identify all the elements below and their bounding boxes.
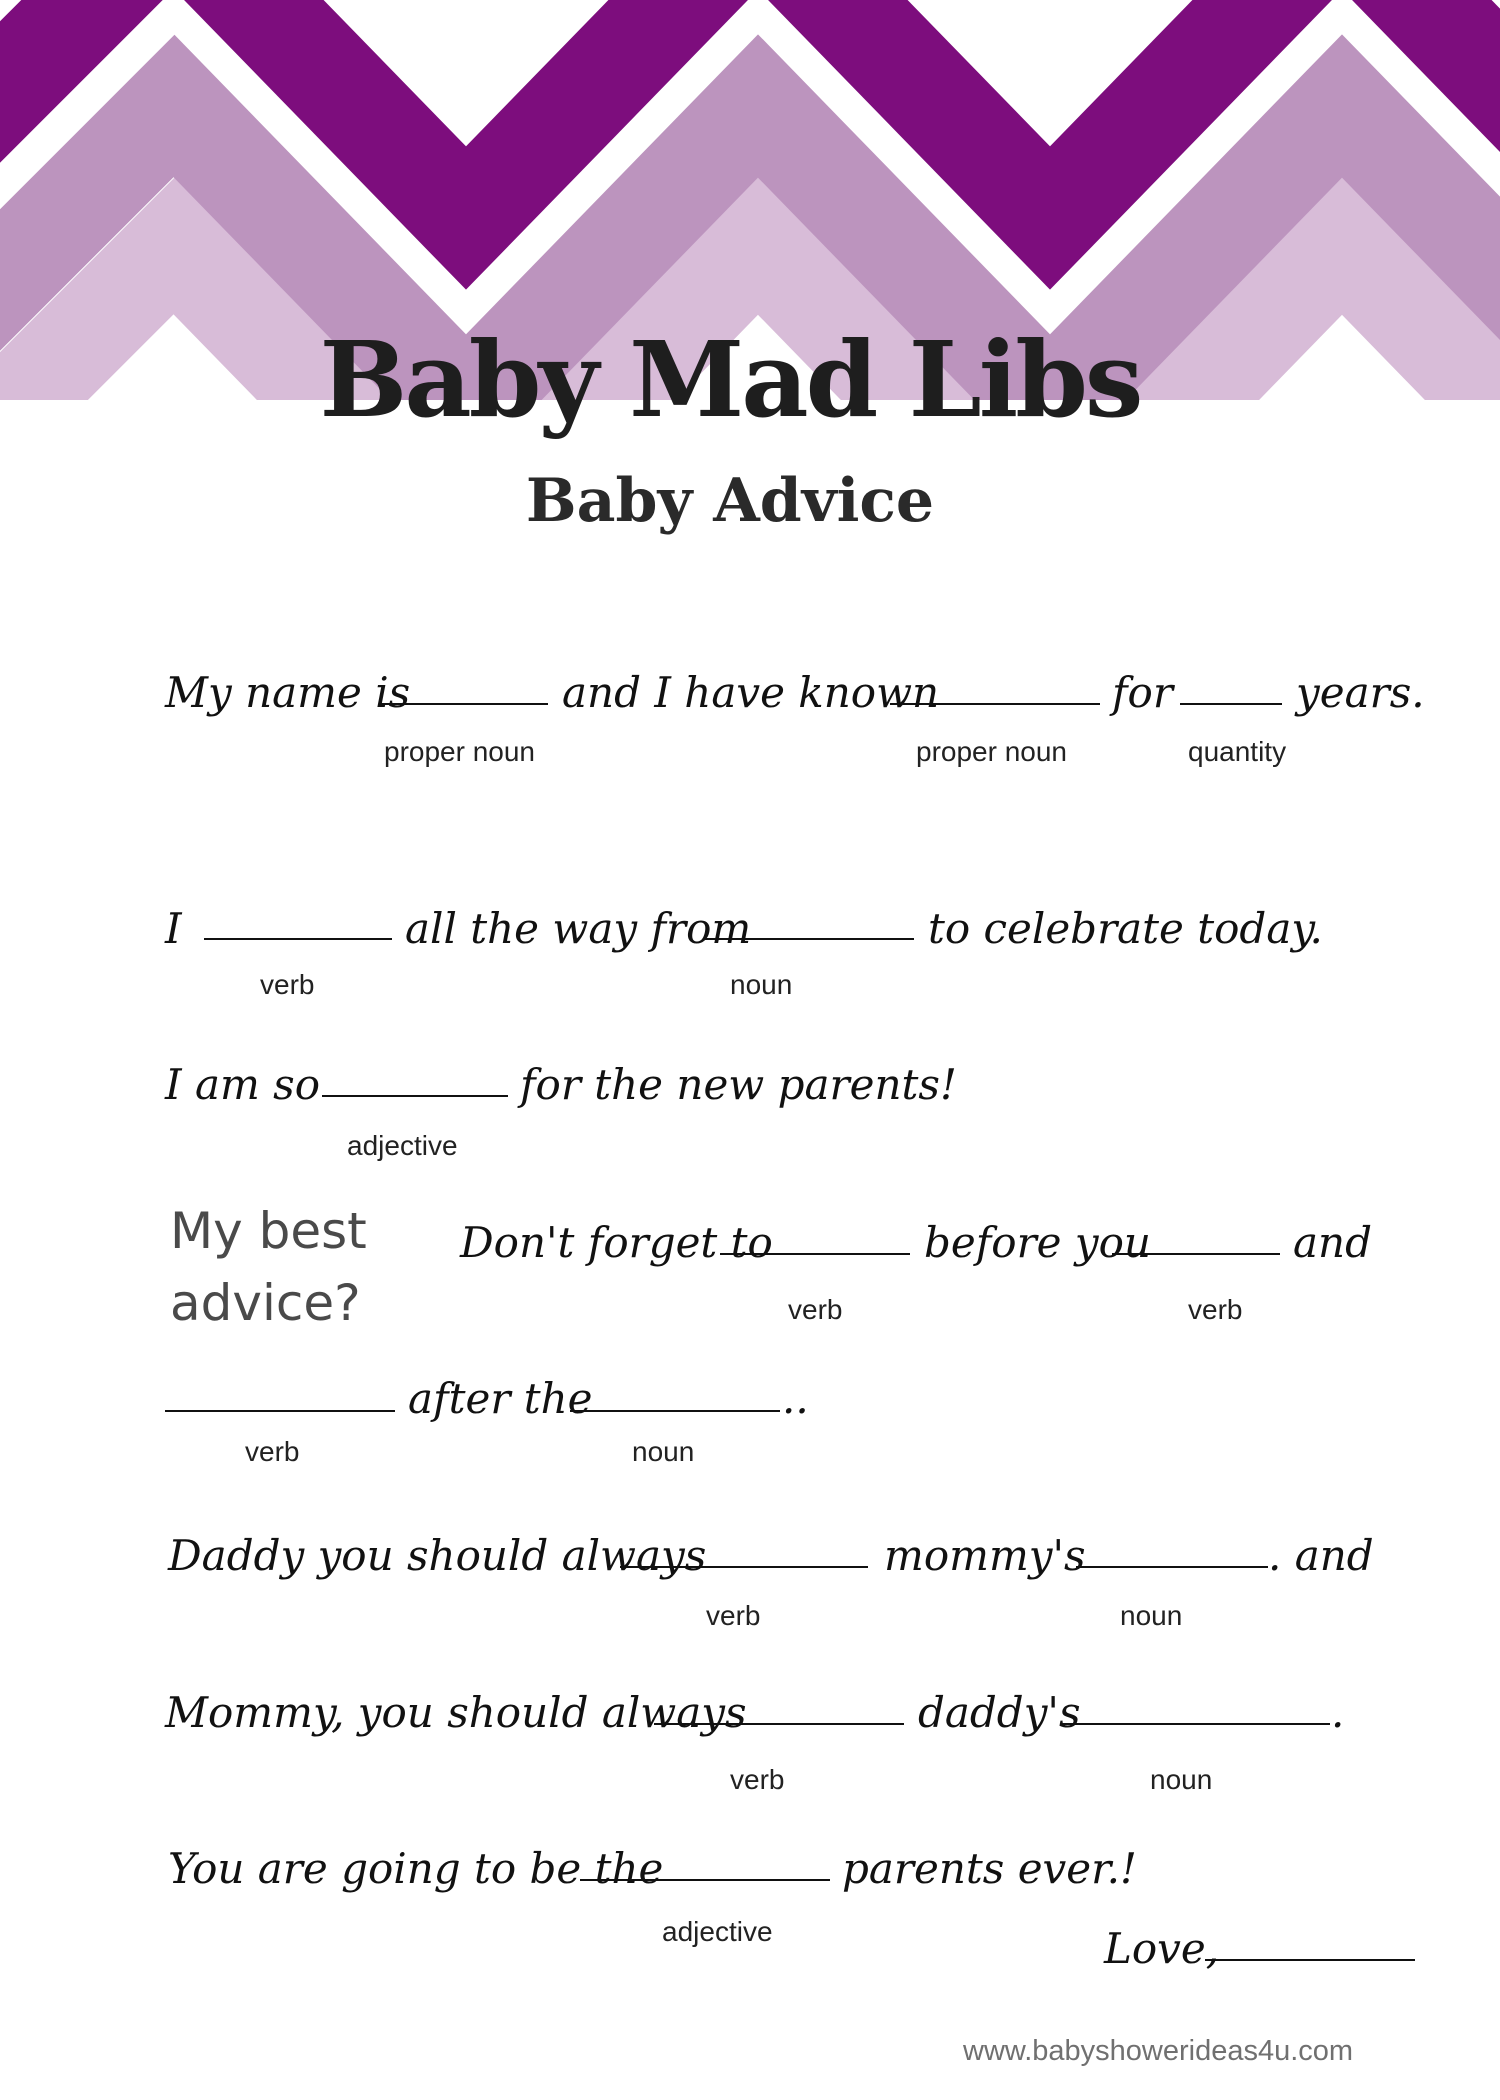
line1-label-2: proper noun	[916, 736, 1068, 767]
line1-text-1: My name is	[165, 668, 411, 717]
line8-text-1: You are going to be the	[168, 1844, 664, 1893]
line3-text-2: for the new parents!	[520, 1060, 957, 1109]
line3-label-1: adjective	[347, 1130, 458, 1161]
line6-label-1: verb	[706, 1600, 761, 1631]
line2-text-2: all the way from	[405, 904, 752, 953]
line1-label-3: quantity	[1188, 736, 1287, 767]
line8-label-1: adjective	[662, 1916, 773, 1947]
line7-label-1: verb	[730, 1764, 785, 1795]
line4-blank-1[interactable]	[720, 1253, 910, 1255]
line7-text-3: .	[1331, 1688, 1345, 1737]
line4-text-2: before you	[924, 1218, 1151, 1267]
line7-blank-1[interactable]	[654, 1723, 904, 1725]
line6-text-1: Daddy you should always	[168, 1531, 707, 1580]
line5-text-2: ..	[782, 1374, 809, 1423]
signoff-text: Love,	[1104, 1924, 1220, 1973]
line1-blank-2[interactable]	[890, 703, 1100, 705]
line2-text-3: to celebrate today.	[928, 904, 1323, 953]
line2-label-2: noun	[730, 969, 793, 1000]
page-subtitle: Baby Advice	[525, 466, 935, 536]
line1-text-4: years.	[1296, 668, 1425, 717]
line8-blank-1[interactable]	[580, 1879, 830, 1881]
signature-blank[interactable]	[1205, 1959, 1415, 1961]
line7-text-1: Mommy, you should always	[165, 1688, 747, 1737]
page-title: Baby Mad Libs	[319, 318, 1141, 441]
line6-blank-1[interactable]	[620, 1566, 868, 1568]
line6-text-2: mommy's	[884, 1531, 1086, 1580]
line4-blank-2[interactable]	[1112, 1253, 1280, 1255]
line7-text-2: daddy's	[918, 1688, 1081, 1737]
line5-label-2: noun	[632, 1436, 695, 1467]
line4-label-1: verb	[788, 1294, 843, 1325]
line4-text-1: Don't forget to	[460, 1218, 773, 1267]
line2-text-1: I	[165, 904, 182, 953]
line8-text-2: parents ever.!	[842, 1844, 1137, 1893]
line2-blank-2[interactable]	[704, 938, 914, 940]
line7-blank-2[interactable]	[1060, 1723, 1330, 1725]
footer-url[interactable]: www.babyshowerideas4u.com	[963, 2035, 1354, 2067]
line4-label-2: verb	[1188, 1294, 1243, 1325]
advice-heading: My best advice?	[170, 1202, 367, 1332]
line1-text-2: and I have known	[562, 668, 940, 717]
line7-label-2: noun	[1150, 1764, 1213, 1795]
line1-blank-3[interactable]	[1180, 703, 1282, 705]
line5-blank-2[interactable]	[570, 1410, 780, 1412]
line1-label-1: proper noun	[384, 736, 536, 767]
line4-text-3: and	[1293, 1218, 1372, 1267]
line2-blank-1[interactable]	[204, 938, 392, 940]
line1-blank-1[interactable]	[380, 703, 548, 705]
line5-blank-1[interactable]	[165, 1410, 395, 1412]
line6-text-3: . and	[1268, 1531, 1374, 1580]
line1-text-3: for	[1112, 668, 1173, 717]
line3-blank-1[interactable]	[322, 1095, 508, 1097]
line3-text-1: I am so	[165, 1060, 320, 1109]
line6-blank-2[interactable]	[1076, 1566, 1268, 1568]
line5-label-1: verb	[245, 1436, 300, 1467]
line5-text-1: after the	[408, 1374, 593, 1423]
line6-label-2: noun	[1120, 1600, 1183, 1631]
line2-label-1: verb	[260, 969, 315, 1000]
